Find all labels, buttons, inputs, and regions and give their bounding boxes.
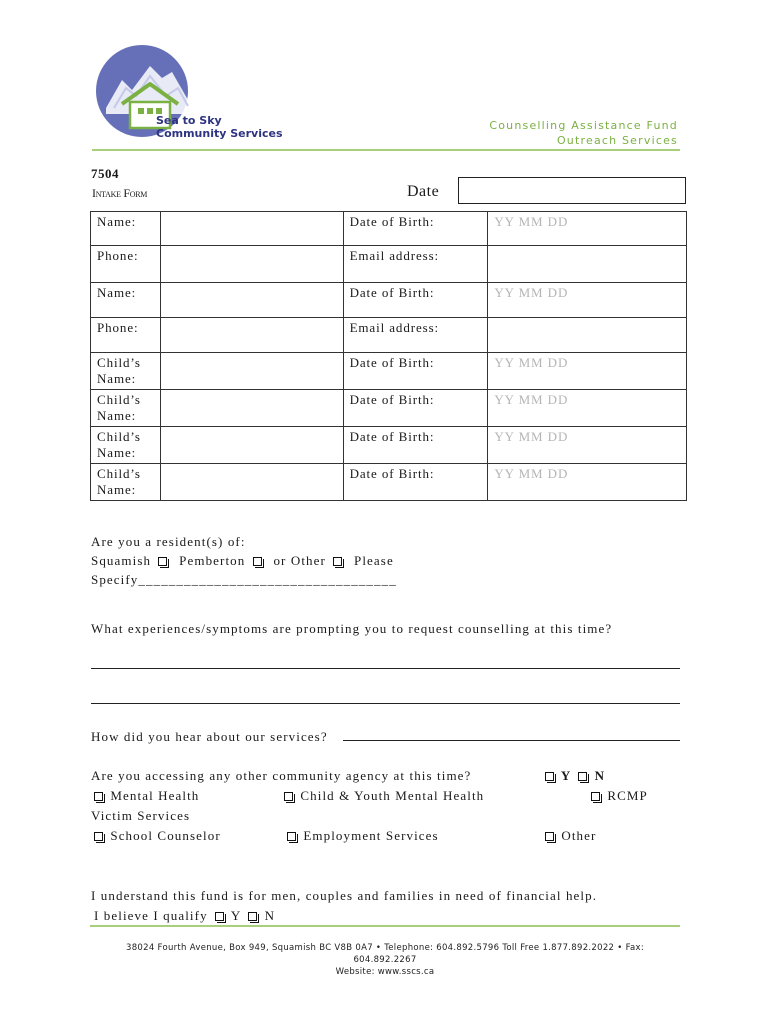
- row-label: Name:: [91, 212, 161, 246]
- option-mental-health-item: [91, 786, 199, 805]
- checkbox-qualify-yes[interactable]: [215, 912, 224, 921]
- row-label: Email address:: [343, 318, 488, 353]
- name-input[interactable]: [160, 283, 343, 318]
- dob-input[interactable]: YY MM DD: [488, 212, 687, 246]
- specify-field[interactable]: Specify__________________________________: [91, 572, 397, 587]
- option-mental-health: Mental Health: [110, 788, 200, 803]
- agency-yes-no: [542, 766, 605, 785]
- heard-question: How did you hear about our services?: [91, 729, 328, 744]
- agency-no-label: N: [594, 768, 606, 783]
- email-input[interactable]: [488, 246, 687, 283]
- option-child-youth: Child & Youth Mental Health: [300, 788, 485, 803]
- table-row: [91, 390, 687, 427]
- qualify-label: I believe I qualify: [94, 908, 208, 923]
- header-line2: Outreach Services: [556, 134, 678, 147]
- table-row: [91, 318, 687, 353]
- agency-yes-label: Y: [560, 768, 571, 783]
- row-label: Phone:: [91, 246, 161, 283]
- logo-text-line2: Community Services: [156, 127, 283, 140]
- email-input[interactable]: [488, 318, 687, 353]
- option-squamish: Squamish: [91, 553, 152, 568]
- child-name-input[interactable]: [160, 427, 343, 464]
- footer-divider: [90, 925, 680, 927]
- option-other-item: [542, 826, 596, 845]
- table-row: [91, 212, 687, 246]
- checkbox-agency-no[interactable]: [578, 772, 587, 781]
- option-other: or Other: [273, 553, 326, 568]
- heard-answer-line[interactable]: [343, 740, 680, 741]
- header-line1: Counselling Assistance Fund: [489, 119, 678, 132]
- table-row: [91, 353, 687, 390]
- dob-input[interactable]: YY MM DD: [488, 353, 687, 390]
- child-name-input[interactable]: [160, 353, 343, 390]
- option-victim-services: Victim Services: [91, 808, 191, 823]
- table-row: [91, 283, 687, 318]
- logo-text-line1: Sea to Sky: [156, 114, 222, 127]
- residence-question-block: [91, 532, 397, 589]
- footer-address: 38024 Fourth Avenue, Box 949, Squamish BC V8B 0A7 • Telephone: 604.892.5796 Toll Free 1.877.892.2022 • Fax:: [126, 943, 644, 953]
- row-label: Date of Birth:: [343, 390, 488, 427]
- option-rcmp: RCMP: [607, 788, 648, 803]
- header-divider: [92, 149, 680, 151]
- checkbox-agency-yes[interactable]: [545, 772, 554, 781]
- qualify-row: [94, 906, 275, 925]
- option-please: Please: [354, 553, 394, 568]
- row-label: Child’s Name:: [91, 464, 161, 501]
- date-label: Date: [407, 183, 440, 200]
- option-school: School Counselor: [110, 828, 221, 843]
- row-label: Date of Birth:: [343, 427, 488, 464]
- row-label: Date of Birth:: [343, 283, 488, 318]
- row-label: Child’s Name:: [91, 390, 161, 427]
- footer-website: Website: www.sscs.ca: [335, 967, 435, 977]
- option-other-agency: Other: [561, 828, 597, 843]
- understand-statement: I understand this fund is for men, couples and families in need of financial help.: [91, 888, 598, 903]
- option-employment: Employment Services: [303, 828, 439, 843]
- date-input[interactable]: [458, 177, 686, 204]
- checkbox-qualify-no[interactable]: [248, 912, 257, 921]
- option-child-youth-item: [281, 786, 484, 805]
- experiences-answer-line-2[interactable]: [91, 703, 680, 704]
- footer: [90, 942, 680, 978]
- row-label: Email address:: [343, 246, 488, 283]
- dob-input[interactable]: YY MM DD: [488, 464, 687, 501]
- option-school-item: [91, 826, 221, 845]
- intake-table: [90, 211, 687, 501]
- row-label: Child’s Name:: [91, 427, 161, 464]
- experiences-answer-line-1[interactable]: [91, 668, 680, 669]
- checkbox-other-agency[interactable]: [545, 832, 554, 841]
- checkbox-pemberton[interactable]: [253, 557, 262, 566]
- header-subtitle: [489, 118, 678, 148]
- option-pemberton: Pemberton: [179, 553, 246, 568]
- dob-input[interactable]: YY MM DD: [488, 427, 687, 464]
- row-label: Date of Birth:: [343, 353, 488, 390]
- checkbox-school[interactable]: [94, 832, 103, 841]
- checkbox-employment[interactable]: [287, 832, 296, 841]
- phone-input[interactable]: [160, 246, 343, 283]
- dob-input[interactable]: YY MM DD: [488, 390, 687, 427]
- dob-input[interactable]: YY MM DD: [488, 283, 687, 318]
- checkbox-squamish[interactable]: [158, 557, 167, 566]
- qualify-no-label: N: [264, 908, 276, 923]
- table-row: [91, 246, 687, 283]
- form-number: 7504: [91, 166, 119, 181]
- phone-input[interactable]: [160, 318, 343, 353]
- option-rcmp-item: [588, 786, 648, 805]
- row-label: Name:: [91, 283, 161, 318]
- row-label: Date of Birth:: [343, 212, 488, 246]
- name-input[interactable]: [160, 212, 343, 246]
- checkbox-rcmp[interactable]: [591, 792, 600, 801]
- agency-question: Are you accessing any other community agency at this time?: [91, 768, 472, 783]
- table-row: [91, 427, 687, 464]
- qualify-yes-label: Y: [230, 908, 241, 923]
- row-label: Child’s Name:: [91, 353, 161, 390]
- footer-fax: 604.892.2267: [353, 955, 417, 965]
- checkbox-mental-health[interactable]: [94, 792, 103, 801]
- child-name-input[interactable]: [160, 390, 343, 427]
- organization-logo: [92, 44, 292, 144]
- checkbox-child-youth[interactable]: [284, 792, 293, 801]
- residence-question: Are you a resident(s) of:: [91, 534, 246, 549]
- table-row: [91, 464, 687, 501]
- row-label: Date of Birth:: [343, 464, 488, 501]
- option-employment-item: [284, 826, 439, 845]
- experiences-question: What experiences/symptoms are prompting you to request counselling at this time?: [91, 621, 613, 636]
- checkbox-other[interactable]: [333, 557, 342, 566]
- form-title: Intake Form: [92, 186, 148, 200]
- child-name-input[interactable]: [160, 464, 343, 501]
- row-label: Phone:: [91, 318, 161, 353]
